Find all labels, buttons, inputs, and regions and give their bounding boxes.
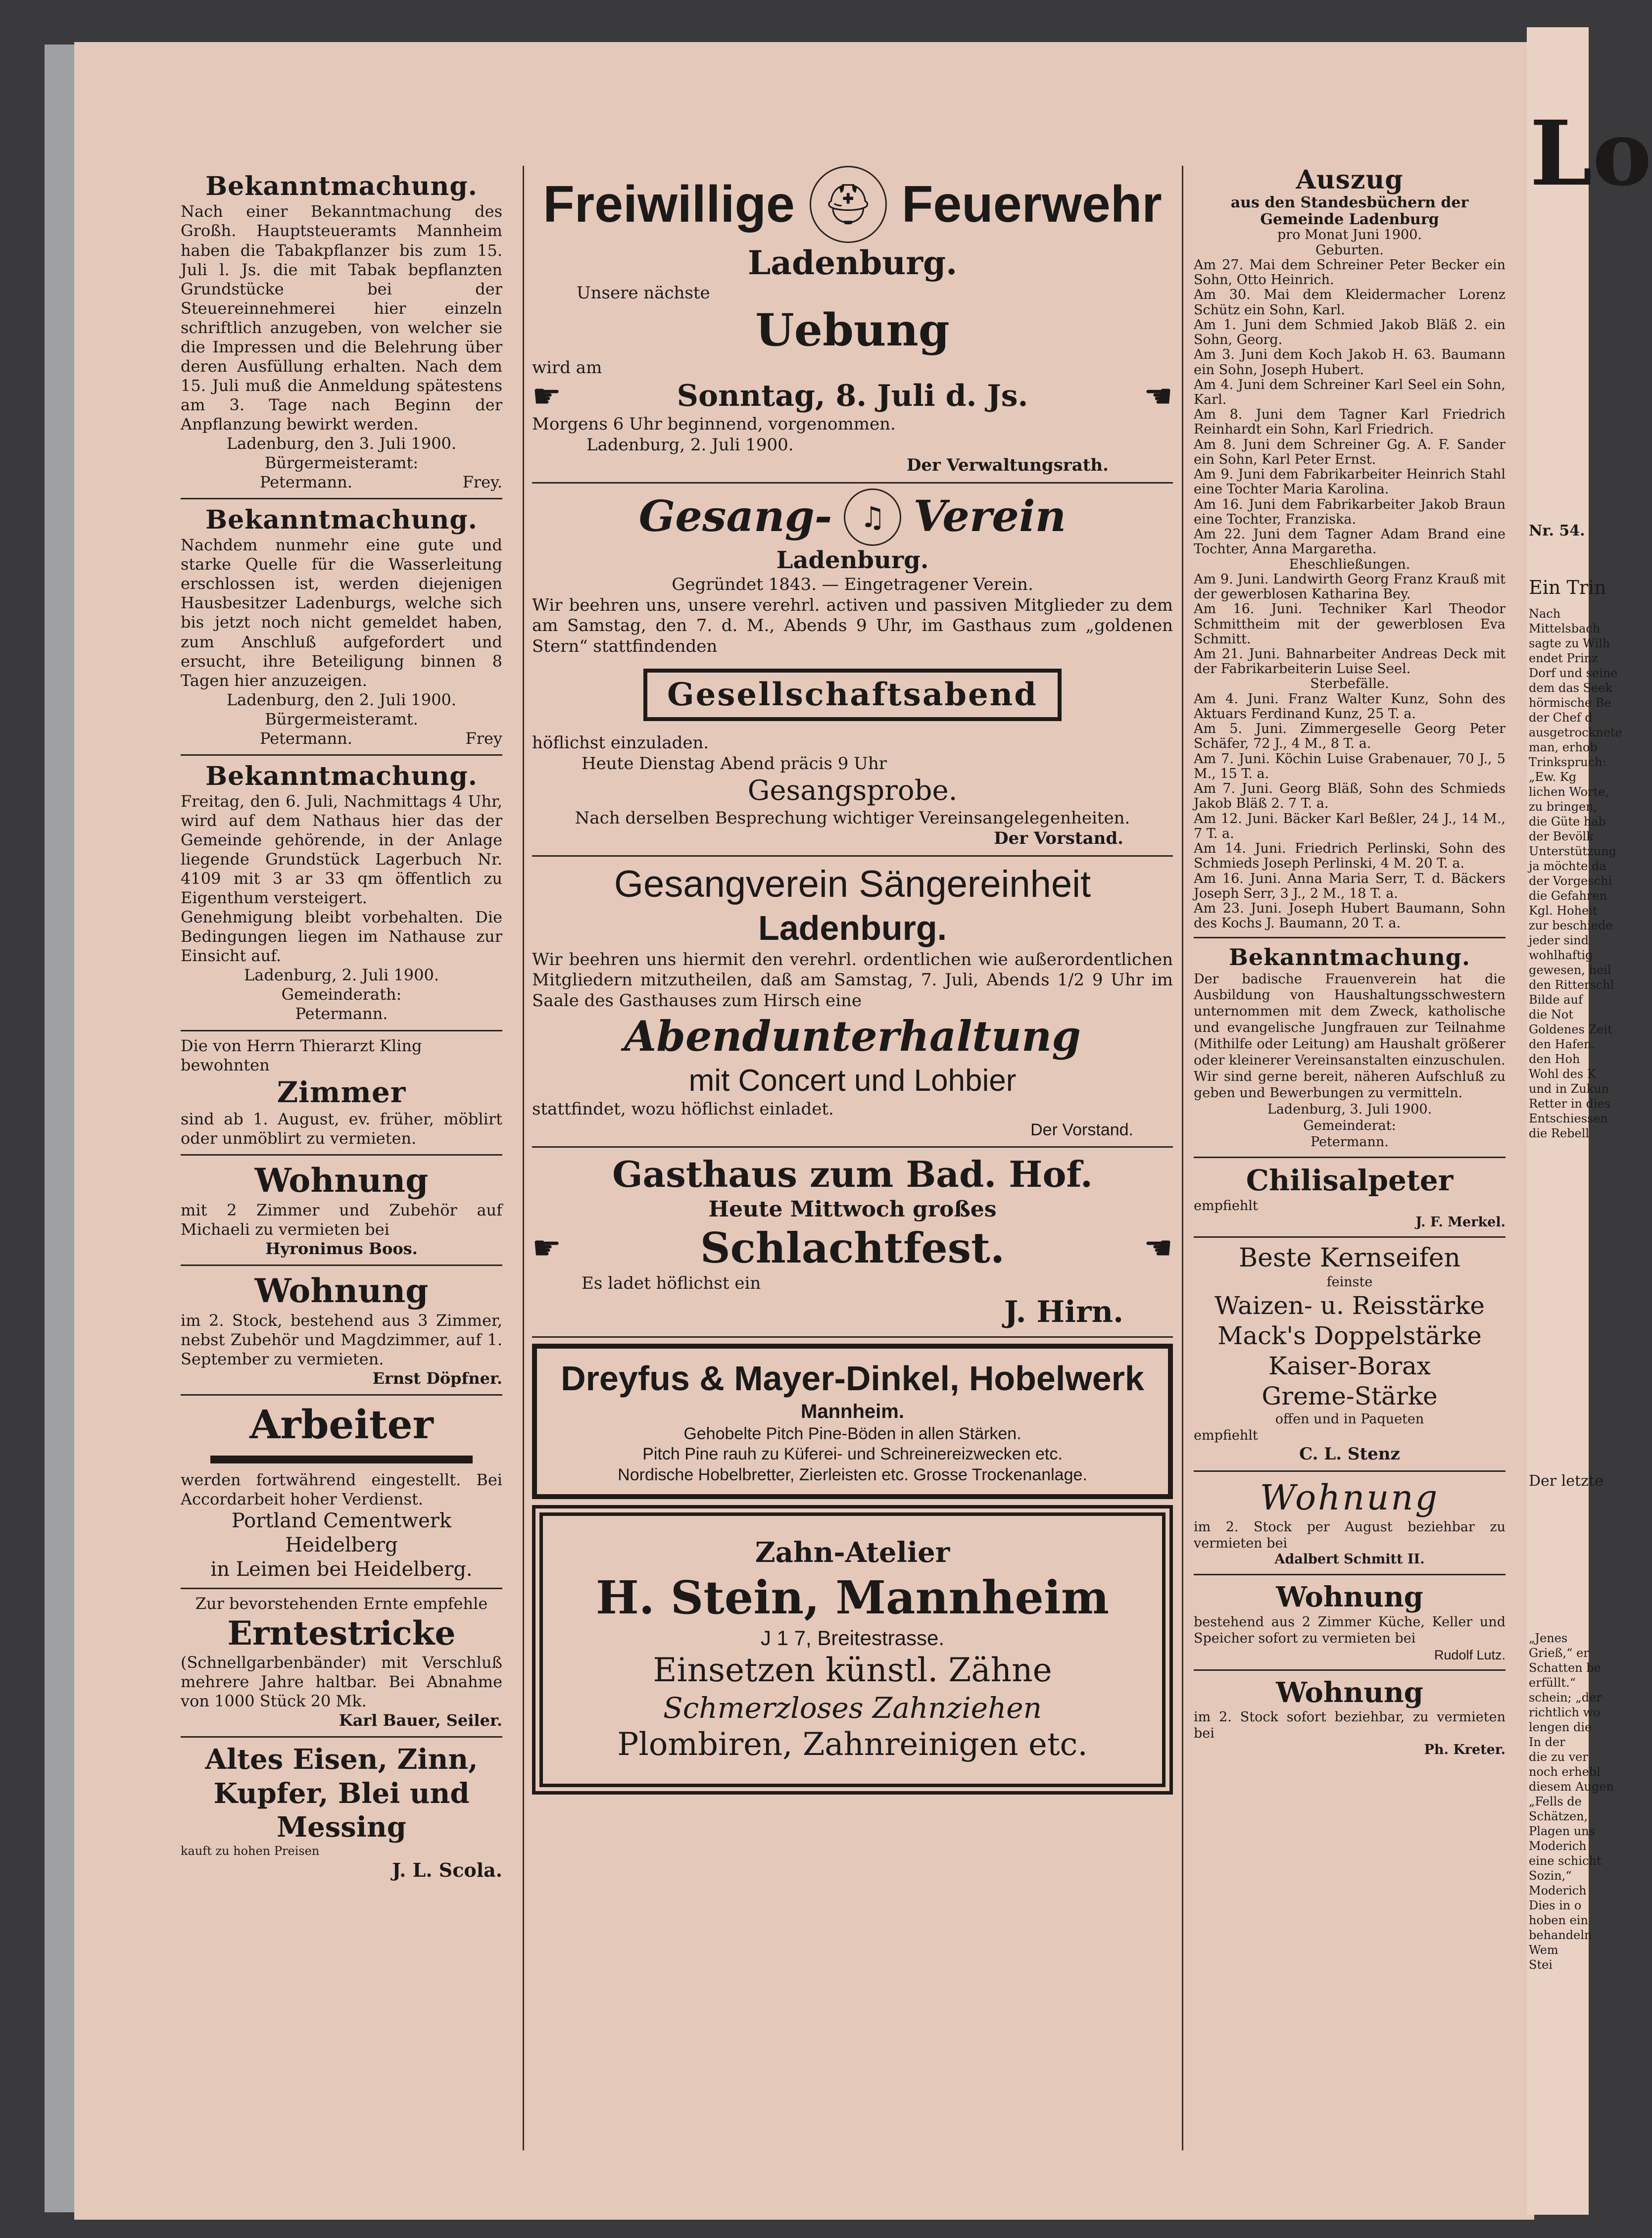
saenger-after: stattfindet, wozu höflichst einladet. (532, 1099, 834, 1119)
hof-signer: J. Hirn. (1004, 1294, 1123, 1329)
registry-entry: Am 30. Mai dem Kleidermacher Lorenz Schütz ein Sohn, Karl. (1194, 287, 1506, 318)
notice-title: Bekanntmachung. (205, 171, 478, 201)
ad-apartment-lutz (1194, 1575, 1506, 1670)
notice-place: Ladenburg, 2. Juli 1900. (244, 966, 439, 985)
notice-signer: Petermann. (1311, 1134, 1389, 1150)
saenger-event-sub: mit Concert und Lohbier (688, 1063, 1017, 1098)
ad-title: Arbeiter (249, 1401, 434, 1448)
ad-body: kauft zu hohen Preisen (181, 1844, 320, 1858)
text-line: Grieß,“ er (1529, 1646, 1589, 1660)
text-line: die Gefahren (1529, 889, 1607, 903)
text-line: behandeln (1529, 1928, 1592, 1942)
hof-event: Schlachtfest. (700, 1223, 1005, 1272)
text-line: schein; „der (1529, 1691, 1602, 1704)
ad-signer: J. F. Merkel. (1415, 1214, 1506, 1230)
notice-body-2: Genehmigung bleibt vorbehalten. Die Bedingungen liegen im Nathause zur Einsicht auf. (181, 908, 502, 966)
ad-signer: Adalbert Schmitt II. (1274, 1552, 1425, 1567)
ad-body: werden fortwährend eingestellt. Bei Accordarbeit hoher Verdienst. (181, 1470, 502, 1509)
text-line: eine schicht (1529, 1854, 1602, 1868)
ad-title: Chilisalpeter (1246, 1163, 1454, 1197)
dentist-line-2: Schmerzloses Zahnziehen (663, 1691, 1042, 1725)
article-text-fragment (1529, 1631, 1614, 1972)
ad-title: Wohnung (254, 1271, 429, 1310)
brigade-intro: Unsere nächste (577, 283, 710, 303)
ad-signer: Ph. Kreter. (1424, 1742, 1506, 1757)
text-line: Schätzen, (1529, 1809, 1588, 1823)
text-line: diesem Augen (1529, 1780, 1614, 1794)
notice-signer: Petermann. (295, 1004, 388, 1023)
notice-title: Bekanntmachung. (1229, 944, 1470, 971)
notice-office: Gemeinderath: (281, 985, 402, 1004)
dm-place: Mannheim. (801, 1401, 904, 1423)
column-rule-left (523, 166, 524, 2150)
pointing-hand-right-icon: ☛ (532, 1228, 562, 1267)
ad-rooms (181, 1031, 502, 1156)
text-line: Schatten be (1529, 1661, 1601, 1675)
ad-title: Wohnung (254, 1161, 429, 1200)
notice-title: Bekanntmachung. (205, 504, 478, 535)
ad-apartment-boos (181, 1156, 502, 1266)
choir-rehearsal-time: Heute Dienstag Abend präcis 9 Uhr (582, 753, 887, 774)
text-line: der Vorgeschi (1529, 874, 1612, 888)
ad-body: im 2. Stock sofort beziehbar, zu vermieten bei (1194, 1709, 1506, 1741)
notice-body: Nach einer Bekanntmachung des Großh. Hauptsteueramts Mannheim haben die Tabakpflanzer bis zum 15. Juli l. Js. die mit Tabak bepflanzten Grundstücke bei der Steuereinnehmerei hier einzeln schriftlich anzugeben, von welcher sie die Impressen und die Belehrung über deren Ausfüllung erhalten. Nach dem 15. Juli muß die Anmeldung spätestens am 3. Tage nach Beginn der Anpflanzung bewirkt werden. (181, 202, 502, 434)
notice-place: Ladenburg, den 3. Juli 1900. (226, 434, 457, 453)
text-line: man, erhob (1529, 740, 1598, 754)
registry-entry: Am 3. Juni dem Koch Jakob H. 63. Baumann ein Sohn, Joseph Hubert. (1194, 347, 1506, 378)
brigade-place-date: Ladenburg, 2. Juli 1900. (586, 435, 794, 455)
notice-water (181, 499, 502, 756)
choir-signer: Der Vorstand. (994, 828, 1123, 849)
lyre-emblem-icon: ♫ (844, 488, 901, 546)
article-heading-fragment: Ein Trin (1529, 577, 1606, 598)
registry-entry: Am 27. Mai dem Schreiner Peter Becker ein Sohn, Otto Heinrich. (1194, 257, 1506, 288)
text-line: noch erhebl (1529, 1765, 1601, 1779)
choir-body: Wir beehren uns, unsere verehrl. activen und passiven Mitglieder zu dem am Samstag, den 7. d. M., Abends 9 Uhr, im Gasthaus zum „goldenen Stern“ stattfindenden (532, 595, 1173, 656)
saenger-body: Wir beehren uns hiermit den verehrl. ordentlichen wie außerordentlichen Mitgliedern mitzutheilen, daß am Samstag, 7. Juli, Abends 1/2 9 Uhr im Saale des Gasthauses zum Hirsch eine (532, 949, 1173, 1011)
notice-tobacco (181, 166, 502, 499)
text-line: zur beschiede (1529, 919, 1613, 932)
ad-body: sind ab 1. August, ev. früher, möblirt oder unmöblirt zu vermieten. (181, 1110, 502, 1148)
ad-apartment-kreter (1194, 1671, 1506, 1764)
choir-rehearsal: Gesangsprobe. (747, 775, 958, 807)
ad-workers (181, 1396, 502, 1589)
text-line: wohlhaftig (1529, 948, 1593, 962)
right-column (1194, 166, 1506, 1764)
soap-line-2: Mack's Doppelstärke (1217, 1321, 1482, 1350)
ad-dentist-stein (532, 1505, 1173, 1795)
registry-entry: Am 4. Juni. Franz Walter Kunz, Sohn des Aktuars Ferdinand Kunz, 25 T. a. (1194, 691, 1506, 722)
text-line: Moderich (1529, 1839, 1587, 1853)
text-line: Mittelsbach (1529, 622, 1601, 635)
ad-intro: Die von Herrn Thierarzt Kling bewohnten (181, 1036, 422, 1074)
brigade-place: Ladenburg. (747, 243, 958, 282)
text-line: Stei (1529, 1958, 1553, 1972)
notice-signer: Petermann. (260, 472, 352, 491)
registry-entry: Am 21. Juni. Bahnarbeiter Andreas Deck mit der Fabrikarbeiterin Luise Seel. (1194, 646, 1506, 677)
saenger-title: Gesangverein Sängereinheit (614, 863, 1091, 905)
article-heading-fragment: Der letzte (1529, 1472, 1603, 1490)
ad-signer: J. L. Scola. (392, 1858, 502, 1881)
ad-intro: Zur bevorstehenden Ernte empfehle (195, 1594, 488, 1613)
dm-title: Dreyfus & Mayer-Dinkel, Hobelwerk (561, 1359, 1144, 1398)
text-line: und in Zukun (1529, 1082, 1609, 1096)
text-line: sagte zu Wilh (1529, 636, 1610, 650)
text-line: der Chef d (1529, 711, 1593, 725)
registry-title: Auszug (1296, 165, 1404, 195)
ad-title: Wohnung (1260, 1477, 1440, 1518)
soap-signer: C. L. Stenz (1299, 1444, 1400, 1464)
choir-invite: höflichst einzuladen. (532, 733, 709, 753)
text-line: ausgetrocknete (1529, 726, 1622, 739)
text-line: „Jenes (1529, 1631, 1568, 1645)
dentist-pre: Zahn-Atelier (755, 1536, 950, 1569)
ad-body: mit 2 Zimmer und Zubehör auf Michaeli zu vermieten bei (181, 1200, 502, 1239)
soap-line-1: Waizen- u. Reisstärke (1215, 1291, 1485, 1320)
ad-fire-brigade (532, 166, 1173, 484)
ad-body: bestehend aus 2 Zimmer Küche, Keller und Speicher sofort zu vermieten bei (1194, 1614, 1506, 1646)
ad-body: empfiehlt (1194, 1198, 1258, 1214)
text-line: Trinkspruch: (1529, 755, 1606, 769)
registry-entry: Am 16. Juni. Anna Maria Serr, T. d. Bäckers Joseph Serr, 3 J., 2 M., 18 T. a. (1194, 871, 1506, 901)
soap-title: Beste Kernseifen (1238, 1243, 1461, 1273)
ad-badischer-hof (532, 1148, 1173, 1338)
article-text-fragment (1529, 606, 1622, 1141)
newspaper-page (74, 42, 1534, 2220)
ad-harvest-ropes (181, 1589, 502, 1738)
text-line: Kgl. Hoheit (1529, 904, 1598, 918)
soap-line-0: feinste (1326, 1274, 1373, 1290)
fire-helmet-emblem-icon: ⛑ (810, 166, 887, 243)
text-line: Entschiessen (1529, 1112, 1608, 1125)
text-line: Dies in o (1529, 1898, 1582, 1912)
ad-saengereinheit (532, 857, 1173, 1148)
registry-entry: Am 12. Juni. Bäcker Karl Beßler, 24 J., 14 M., 7 T. a. (1194, 811, 1506, 841)
registry-entry: Am 14. Juni. Friedrich Perlinski, Sohn des Schmieds Joseph Perlinski, 4 M. 20 T. a. (1194, 841, 1506, 872)
ad-title: Wohnung (1276, 1676, 1423, 1709)
registry-marriages-heading: Eheschließungen. (1289, 556, 1410, 572)
registry-entry: Am 1. Juni dem Schmied Jakob Bläß 2. ein Sohn, Georg. (1194, 317, 1506, 348)
registry-marriages-list (1194, 572, 1506, 677)
text-line: erfüllt.“ (1529, 1676, 1576, 1690)
dm-line-1: Gehobelte Pitch Pine-Böden in allen Stärken. (683, 1424, 1021, 1443)
notice-signer2: Frey (465, 729, 502, 748)
text-line: Nach (1529, 607, 1561, 621)
text-line: „Ew. Kg (1529, 770, 1577, 784)
registry-entry: Am 5. Juni. Zimmergeselle Georg Peter Schäfer, 72 J., 4 M., 8 T. a. (1194, 721, 1506, 752)
text-line: gewesen, heil (1529, 963, 1611, 977)
text-line: lichen Worte, (1529, 785, 1609, 799)
text-line: die zu ver (1529, 1750, 1588, 1764)
text-line: den Hafen. (1529, 1037, 1596, 1051)
ad-title: Erntestricke (227, 1613, 456, 1653)
middle-column (532, 166, 1173, 1800)
text-line: zu bringen, (1529, 800, 1598, 814)
notice-office: Bürgermeisteramt. (265, 709, 418, 729)
ad-choir-society (532, 484, 1173, 857)
notice-body: Nachdem nunmehr eine gute und starke Quelle für die Wasserleitung erschlossen ist, werden diejenigen Hausbesitzer Ladenburgs, welche sich bis jetzt noch nicht gemeldet haben, zum Anschluß aufgefordert und ersucht, ihre Beteiligung binnen 8 Tagen hier anzuzeigen. (181, 535, 502, 690)
ad-body: im 2. Stock, bestehend aus 3 Zimmer, nebst Zubehör und Magdzimmer, auf 1. September zu vermieten. (181, 1311, 502, 1368)
choir-founded: Gegründet 1843. — Eingetragener Verein. (672, 575, 1033, 595)
notice-body: Der badische Frauenverein hat die Ausbildung von Haushaltungsschwestern unternommen mit dem Zweck, katholische und evangelische Jungfrauen zur Teilnahme (Mithilfe oder Leitung) am Haushalt größerer oder kleinerer Vereinsanstalten einzuschulen. (1194, 971, 1506, 1069)
text-line: In der (1529, 1735, 1565, 1749)
registry-deaths-list (1194, 692, 1506, 931)
ad-scrap-metal (181, 1738, 502, 1888)
registry-entry: Am 4. Juni dem Schreiner Karl Seel ein Sohn, Karl. (1194, 377, 1506, 407)
brigade-signer: Der Verwaltungsrath. (906, 455, 1109, 476)
adjacent-page-edge (1527, 27, 1652, 2215)
choir-after: Nach derselben Besprechung wichtiger Vereinsangelegenheiten. (575, 808, 1130, 828)
text-line: die Güte hab (1529, 815, 1606, 828)
text-line: Wohl des K (1529, 1067, 1596, 1081)
registry-entry: Am 9. Juni dem Fabrikarbeiter Heinrich Stahl eine Tochter Maria Karolina. (1194, 467, 1506, 497)
registry-births-heading: Geburten. (1315, 242, 1384, 258)
text-line: Bilde auf (1529, 993, 1583, 1007)
text-line: die Not (1529, 1008, 1573, 1022)
text-line: Sozin,“ (1529, 1869, 1572, 1883)
ad-apartment-doepfner (181, 1266, 502, 1396)
pointing-hand-left-icon: ☚ (1143, 1228, 1173, 1267)
registry-entry: Am 7. Juni. Georg Bläß, Sohn des Schmieds Jakob Bläß 2. 7 T. a. (1194, 781, 1506, 812)
ad-signer: Rudolf Lutz. (1434, 1647, 1506, 1662)
dm-line-2: Pitch Pine rauh zu Küferei- und Schreinereizwecken etc. (642, 1445, 1063, 1464)
soap-line-5: offen und in Paqueten (1275, 1411, 1424, 1427)
brigade-wird-am: wird am (532, 357, 602, 378)
dentist-line-1: Einsetzen künstl. Zähne (653, 1651, 1052, 1690)
notice-auction (181, 756, 502, 1031)
registry-entry: Am 22. Juni dem Tagner Adam Brand eine Tochter, Anna Margaretha. (1194, 527, 1506, 557)
registry-deaths-heading: Sterbefälle. (1310, 676, 1389, 692)
pointing-hand-right-icon: ☛ (532, 377, 562, 415)
dentist-address: J 1 7, Breitestrasse. (760, 1626, 945, 1650)
ad-title: Wohnung (1276, 1581, 1423, 1614)
notice-office: Bürgermeisteramt: (264, 453, 419, 472)
hof-sub: Heute Mittwoch großes (708, 1196, 997, 1222)
text-line: den Ritterschl (1529, 978, 1614, 992)
registry-entry: Am 8. Juni dem Schreiner Gg. A. F. Sander ein Sohn, Karl Peter Ernst. (1194, 437, 1506, 467)
text-line: ja möchte da (1529, 859, 1606, 873)
ad-body: (Schnellgarbenbänder) mit Verschluß mehrere Jahre haltbar. Bei Abnahme von 1000 Stück 20 Mk. (181, 1653, 502, 1711)
registry-entry: Am 16. Juni dem Fabrikarbeiter Jakob Braun eine Tochter, Franziska. (1194, 496, 1506, 527)
title-underline (210, 1456, 473, 1463)
registry-entry: Am 8. Juni dem Tagner Karl Friedrich Reinhardt ein Sohn, Karl Friedrich. (1194, 407, 1506, 438)
text-line: jeder sind (1529, 933, 1589, 947)
text-line: Wem (1529, 1943, 1558, 1957)
registry-month: pro Monat Juni 1900. (1277, 227, 1422, 243)
soap-line-3: Kaiser-Borax (1268, 1351, 1431, 1380)
ad-body: im 2. Stock per August beziehbar zu vermieten bei (1194, 1519, 1506, 1551)
notice-place: Ladenburg, 3. Juli 1900. (1267, 1102, 1432, 1118)
text-line: richtlich wo (1529, 1705, 1601, 1719)
soap-body: empfiehlt (1194, 1427, 1258, 1443)
hof-title: Gasthaus zum Bad. Hof. (612, 1153, 1093, 1196)
text-line: Dorf und seine (1529, 666, 1618, 680)
hof-invite: Es ladet höflichst ein (582, 1273, 761, 1294)
ad-signer: Hyronimus Boos. (265, 1239, 418, 1258)
civil-registry-excerpt (1194, 166, 1506, 938)
ad-signer: Ernst Döpfner. (372, 1368, 502, 1388)
text-line: endet Prinz (1529, 651, 1598, 665)
notice-place: Ladenburg, den 2. Juli 1900. (226, 690, 457, 709)
text-line: den Hoh (1529, 1052, 1580, 1066)
notice-title: Bekanntmachung. (205, 761, 478, 791)
text-line: „Fells de (1529, 1795, 1582, 1808)
registry-entry: Am 23. Juni. Joseph Hubert Baumann, Sohn des Kochs J. Baumann, 20 T. a. (1194, 900, 1506, 931)
notice-signer2: Frey. (462, 472, 502, 491)
registry-entry: Am 16. Juni. Techniker Karl Theodor Schmittheim mit der gewerblosen Eva Schmitt. (1194, 601, 1506, 647)
masthead-fragment: Lo (1530, 101, 1652, 206)
text-line: Retter in dies (1529, 1097, 1611, 1111)
notice-body-2: Wir sind gerne bereit, näheren Aufschluß zu geben und Bewerbungen zu vermitteln. (1194, 1069, 1506, 1101)
ad-soap (1194, 1238, 1506, 1472)
notice-office: Gemeinderat: (1303, 1118, 1396, 1133)
column-rule-right (1182, 166, 1183, 2150)
notice-signer: Petermann. (260, 729, 352, 748)
saenger-event: Abendunterhaltung (624, 1012, 1081, 1061)
text-line: hoben ein (1529, 1913, 1588, 1927)
choir-place: Ladenburg. (776, 546, 929, 574)
issue-number: Nr. 54. (1529, 522, 1585, 539)
registry-sub: aus den Standesbüchern der Gemeinde Ladenburg (1230, 194, 1469, 228)
dm-line-3: Nordische Hobelbretter, Zierleisten etc. Grosse Trockenanlage. (618, 1465, 1087, 1484)
ad-title: Altes Eisen, Zinn, Kupfer, Blei und Messing (205, 1743, 478, 1844)
dentist-line-3: Plombiren, Zahnreinigen etc. (617, 1726, 1088, 1763)
notice-womens-association (1194, 938, 1506, 1158)
ad-chilisalpeter (1194, 1158, 1506, 1238)
text-line: hörmische Be (1529, 696, 1611, 710)
brigade-time: Morgens 6 Uhr beginnend, vorgenommen. (532, 414, 896, 435)
notice-body: Freitag, den 6. Juli, Nachmittags 4 Uhr, wird auf dem Nathaus hier das der Gemeinde gehörende, in der Anlage liegende Grundstück Lagerbuch Nr. 4109 mit 3 ar 33 qm öffentlich zu Eigenthum versteigert. (181, 792, 502, 908)
choir-title-left: Gesang- (638, 491, 832, 542)
brigade-title-left: Freiwillige (543, 175, 795, 233)
registry-births-list (1194, 258, 1506, 557)
pointing-hand-left-icon: ☚ (1143, 377, 1173, 415)
ad-title: Zimmer (277, 1075, 406, 1109)
choir-event-banner: Gesellschaftsabend (643, 669, 1062, 721)
text-line: Unterstützung (1529, 844, 1616, 858)
text-line: Plagen uns (1529, 1824, 1596, 1838)
ad-firm: Portland Cementwerk Heidelberg (231, 1509, 452, 1557)
choir-title-right: Verein (913, 491, 1067, 542)
left-column (181, 166, 502, 1888)
ad-signer: Karl Bauer, Seiler. (339, 1711, 502, 1730)
saenger-place: Ladenburg. (758, 909, 947, 948)
brigade-title-right: Feuerwehr (901, 175, 1162, 233)
text-line: lengen die (1529, 1720, 1592, 1734)
registry-entry: Am 9. Juni. Landwirth Georg Franz Krauß mit der gewerblosen Katharina Bey. (1194, 571, 1506, 602)
brigade-date: Sonntag, 8. Juli d. Js. (677, 379, 1028, 414)
text-line: Moderich (1529, 1884, 1587, 1897)
saenger-signer: Der Vorstand. (1030, 1120, 1133, 1139)
ad-dreyfus-mayer-dinkel (532, 1344, 1173, 1500)
dentist-title: H. Stein, Mannheim (595, 1570, 1110, 1624)
ad-place: in Leimen bei Heidelberg. (210, 1557, 473, 1581)
brigade-exercise: Uebung (755, 303, 950, 356)
ad-apartment-schmitt (1194, 1472, 1506, 1575)
text-line: der Bevölk (1529, 829, 1594, 843)
registry-entry: Am 7. Juni. Köchin Luise Grabenauer, 70 J., 5 M., 15 T. a. (1194, 751, 1506, 781)
text-line: dem das Seek (1529, 681, 1612, 695)
soap-line-4: Greme-Stärke (1262, 1381, 1438, 1411)
text-line: die Rebell (1529, 1126, 1590, 1140)
text-line: Goldenes Zeit (1529, 1022, 1612, 1036)
